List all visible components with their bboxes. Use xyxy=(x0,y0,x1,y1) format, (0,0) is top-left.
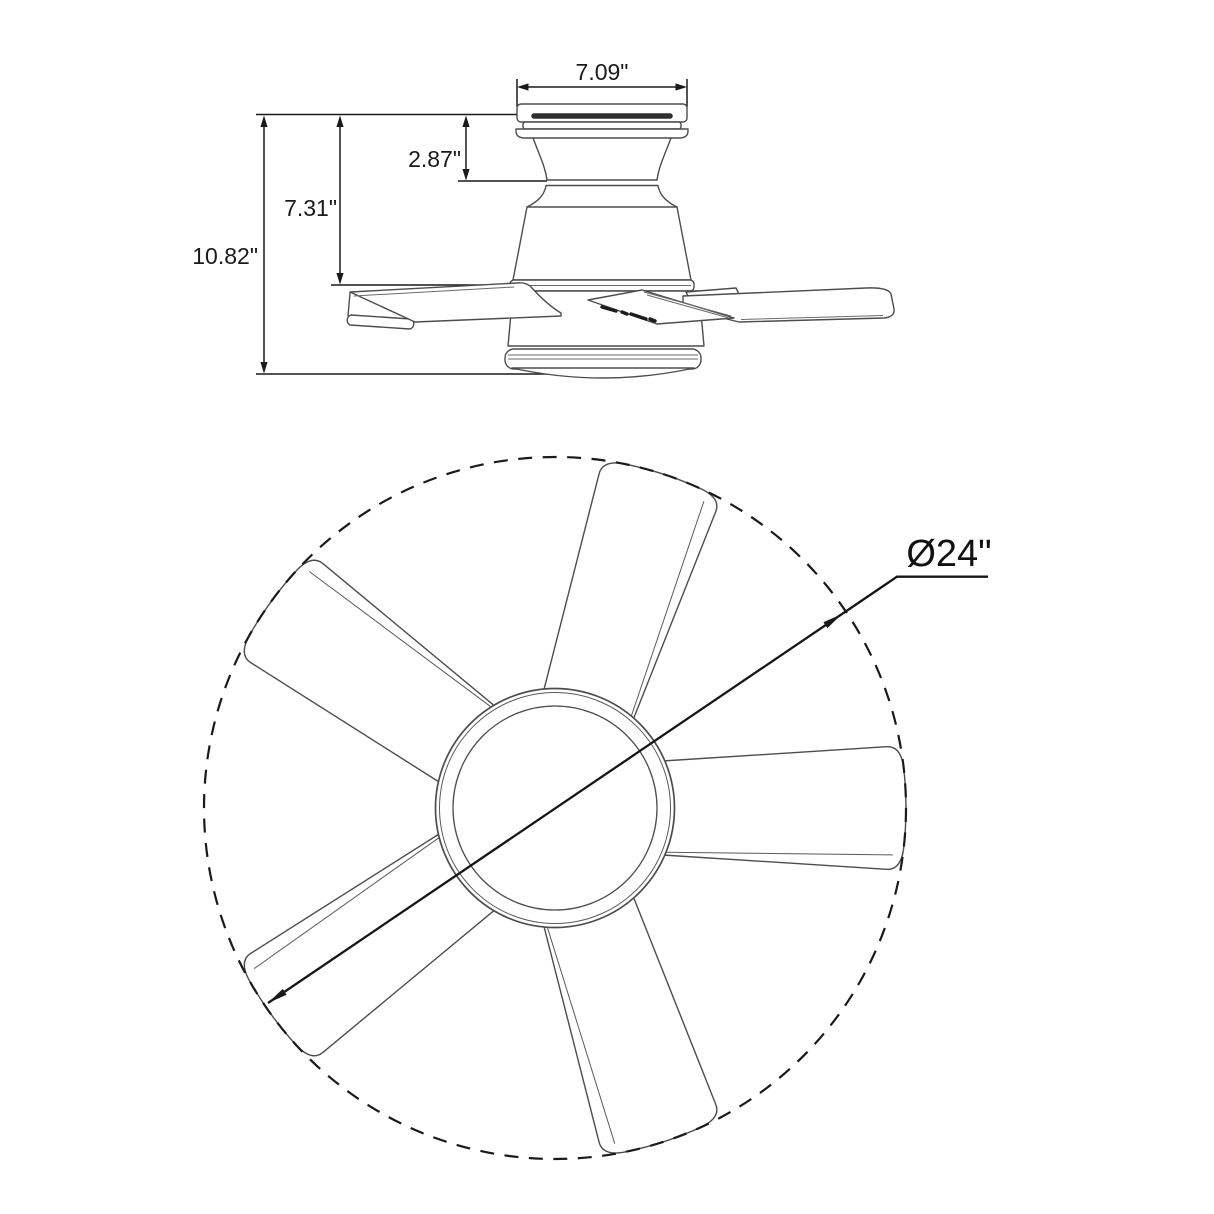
fan-side-body xyxy=(505,104,704,378)
dim-label-body-height: 7.31" xyxy=(284,195,337,221)
arrowhead xyxy=(336,116,343,128)
arrowhead xyxy=(260,116,267,128)
arrowhead xyxy=(462,116,469,128)
fan-blade xyxy=(542,888,717,1153)
motor-housing xyxy=(513,207,691,280)
bottom-view xyxy=(204,457,992,1159)
canopy-flare-left xyxy=(527,186,546,207)
canopy-shoulder xyxy=(516,129,688,138)
side-view xyxy=(192,59,894,378)
arrowhead xyxy=(676,83,688,90)
light-kit-dome xyxy=(512,368,694,378)
arrowhead xyxy=(336,273,343,285)
dim-label-top-width: 7.09" xyxy=(575,59,629,85)
left-blade-tip-edge xyxy=(348,293,350,316)
dim-label-sweep-diameter: Ø24" xyxy=(906,533,992,575)
left-blade xyxy=(350,283,561,322)
arrowhead xyxy=(517,83,529,90)
mounting-plate xyxy=(517,104,687,122)
arrowhead xyxy=(823,614,842,628)
diameter-leader xyxy=(842,577,988,614)
canopy-side-left xyxy=(533,138,547,180)
arrowhead xyxy=(260,362,267,374)
dim-label-canopy-height: 2.87" xyxy=(408,146,461,172)
canopy-flare-right xyxy=(658,186,677,207)
fan-blade xyxy=(655,747,906,870)
canopy-collar xyxy=(523,122,681,129)
canopy-side-right xyxy=(657,138,671,180)
fan-blade xyxy=(542,463,717,728)
arrowhead xyxy=(462,169,469,181)
dim-label-total-height: 10.82" xyxy=(192,243,258,269)
